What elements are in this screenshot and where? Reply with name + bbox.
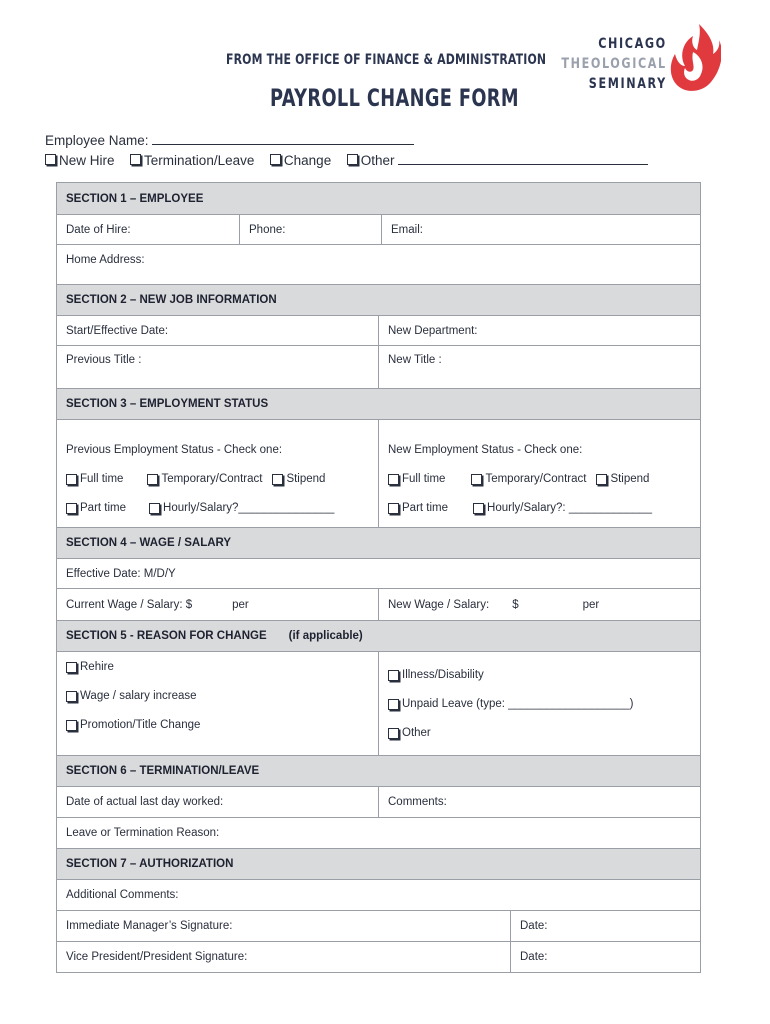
section4-title: SECTION 4 – WAGE / SALARY: [66, 537, 232, 549]
new-department-field[interactable]: New Department:: [378, 316, 700, 345]
section5-body: [57, 652, 700, 756]
section2-header: [57, 285, 700, 316]
logo-line-1: CHICAGO: [598, 36, 667, 52]
checkbox-icon[interactable]: [66, 474, 77, 485]
office-heading: FROM THE OFFICE OF FINANCE & ADMINISTRATION: [226, 52, 547, 68]
change-type-options: [45, 153, 648, 168]
checkbox-icon[interactable]: [473, 503, 484, 514]
section5-header: [57, 621, 700, 652]
section1-header: [57, 183, 700, 215]
section6-row1: [57, 787, 700, 818]
section5-title: SECTION 5 - REASON FOR CHANGE: [66, 630, 267, 642]
last-day-field[interactable]: Date of actual last day worked:: [66, 796, 224, 808]
start-date-field[interactable]: Start/Effective Date:: [66, 324, 169, 337]
new-part-time[interactable]: Part time: [402, 502, 449, 514]
reason-promotion-label: Promotion/Title Change: [80, 719, 201, 731]
section7-row1: [57, 880, 700, 911]
checkbox-icon[interactable]: [130, 154, 141, 165]
checkbox-icon[interactable]: [347, 154, 358, 165]
employee-name-label: Employee Name:: [45, 133, 149, 148]
section2-row2: [57, 346, 700, 389]
section1-title: SECTION 1 – EMPLOYEE: [66, 192, 204, 205]
checkbox-icon[interactable]: [270, 154, 281, 165]
new-status-row1: [379, 471, 700, 487]
current-wage-field[interactable]: [57, 589, 378, 620]
reason-left-column: [57, 652, 378, 755]
checkbox-icon[interactable]: [388, 670, 399, 681]
prev-temporary[interactable]: Temporary/Contract: [161, 473, 263, 485]
prev-stipend[interactable]: Stipend: [286, 473, 326, 485]
prev-hourly-salary[interactable]: Hourly/Salary?_______________: [163, 502, 335, 514]
reason-rehire[interactable]: [57, 659, 378, 675]
section6-title: SECTION 6 – TERMINATION/LEAVE: [66, 765, 260, 777]
new-status-column: [378, 420, 700, 527]
additional-comments-field[interactable]: Additional Comments:: [66, 889, 179, 901]
section7-row3: [57, 942, 700, 973]
section3-body: [57, 420, 700, 528]
vp-date-field[interactable]: Date:: [510, 942, 700, 972]
other-line[interactable]: [398, 153, 648, 165]
section5-note: (if applicable): [288, 630, 363, 642]
section3-title: SECTION 3 – EMPLOYMENT STATUS: [66, 398, 269, 410]
phone-field[interactable]: Phone:: [239, 215, 381, 244]
employee-name-field[interactable]: [45, 133, 414, 148]
new-wage-label: New Wage / Salary:: [388, 598, 490, 611]
new-wage-dollar: $: [512, 598, 519, 611]
current-wage-label: Current Wage / Salary: $: [66, 598, 193, 611]
section4-row2: [57, 589, 700, 621]
reason-right-column: [378, 652, 700, 755]
section6-header: [57, 756, 700, 787]
checkbox-icon[interactable]: [66, 720, 77, 731]
manager-date-field[interactable]: Date:: [510, 911, 700, 941]
section7-header: [57, 849, 700, 880]
previous-status-row1: [57, 471, 378, 487]
checkbox-icon[interactable]: [149, 503, 160, 514]
section3-header: [57, 389, 700, 420]
new-status-label: New Employment Status - Check one:: [388, 444, 583, 456]
section4-header: [57, 528, 700, 559]
section6-row2: [57, 818, 700, 849]
checkbox-icon[interactable]: [66, 503, 77, 514]
previous-status-row2: [57, 500, 378, 516]
home-address-field[interactable]: Home Address:: [66, 254, 145, 266]
checkbox-icon[interactable]: [388, 699, 399, 710]
form-title: PAYROLL CHANGE FORM: [270, 84, 519, 112]
option-other[interactable]: Other: [360, 153, 395, 168]
option-new-hire[interactable]: New Hire: [59, 153, 115, 168]
reason-other[interactable]: [379, 725, 700, 741]
current-wage-per: per: [232, 598, 249, 611]
checkbox-icon[interactable]: [388, 474, 399, 485]
seminary-logo: [535, 34, 667, 94]
reason-wage-increase[interactable]: [57, 688, 378, 704]
previous-title-field[interactable]: Previous Title :: [66, 354, 142, 366]
new-status-row2: [379, 500, 700, 516]
option-change[interactable]: Change: [283, 153, 332, 168]
date-of-hire-field[interactable]: Date of Hire:: [66, 223, 131, 236]
reason-illness-label: Illness/Disability: [402, 669, 484, 681]
flame-logo-icon: [669, 22, 721, 96]
checkbox-icon[interactable]: [596, 474, 607, 485]
prev-part-time[interactable]: Part time: [80, 502, 127, 514]
logo-line-2: THEOLOGICAL: [561, 56, 667, 72]
reason-rehire-label: Rehire: [80, 661, 114, 673]
reason-promotion[interactable]: [57, 717, 378, 733]
logo-line-3: SEMINARY: [589, 76, 667, 92]
section4-row1: [57, 559, 700, 589]
manager-signature-field[interactable]: Immediate Manager’s Signature:: [66, 920, 233, 932]
prev-full-time[interactable]: Full time: [80, 473, 124, 485]
new-wage-per: per: [582, 598, 600, 611]
checkbox-icon[interactable]: [471, 474, 482, 485]
checkbox-icon[interactable]: [66, 691, 77, 702]
checkbox-icon[interactable]: [147, 474, 158, 485]
reason-illness[interactable]: [379, 667, 700, 683]
new-stipend[interactable]: Stipend: [610, 473, 650, 485]
new-title-field[interactable]: New Title :: [378, 346, 700, 388]
email-field[interactable]: Email:: [381, 215, 700, 244]
checkbox-icon[interactable]: [388, 728, 399, 739]
checkbox-icon[interactable]: [388, 503, 399, 514]
comments-field[interactable]: Comments:: [378, 787, 700, 817]
leave-reason-field[interactable]: Leave or Termination Reason:: [66, 827, 220, 839]
option-termination-leave[interactable]: Termination/Leave: [144, 153, 255, 168]
employee-name-line[interactable]: [152, 133, 414, 145]
section1-row2: [57, 245, 700, 285]
checkbox-icon[interactable]: [45, 154, 56, 165]
previous-status-label: Previous Employment Status - Check one:: [66, 444, 283, 456]
reason-wage-increase-label: Wage / salary increase: [80, 690, 197, 702]
previous-status-column: [57, 420, 378, 527]
section7-row2: [57, 911, 700, 942]
reason-unpaid-leave-label: Unpaid Leave (type: ___________________): [402, 698, 634, 710]
reason-unpaid-leave[interactable]: [379, 696, 700, 712]
checkbox-icon[interactable]: [272, 474, 283, 485]
section7-title: SECTION 7 – AUTHORIZATION: [66, 858, 234, 870]
checkbox-icon[interactable]: [66, 662, 77, 673]
section2-row1: [57, 316, 700, 346]
new-temporary[interactable]: Temporary/Contract: [485, 473, 587, 485]
section2-title: SECTION 2 – NEW JOB INFORMATION: [66, 294, 277, 306]
reason-other-label: Other: [402, 727, 431, 739]
new-wage-field[interactable]: [378, 589, 700, 620]
new-hourly-salary[interactable]: Hourly/Salary?: _____________: [487, 502, 652, 514]
new-full-time[interactable]: Full time: [402, 473, 446, 485]
section5-title-wrap: [57, 621, 372, 651]
section1-row1: [57, 215, 700, 245]
effective-date-field[interactable]: Effective Date: M/D/Y: [66, 567, 176, 580]
vp-signature-field[interactable]: Vice President/President Signature:: [66, 951, 248, 963]
payroll-form-table: [56, 182, 701, 973]
